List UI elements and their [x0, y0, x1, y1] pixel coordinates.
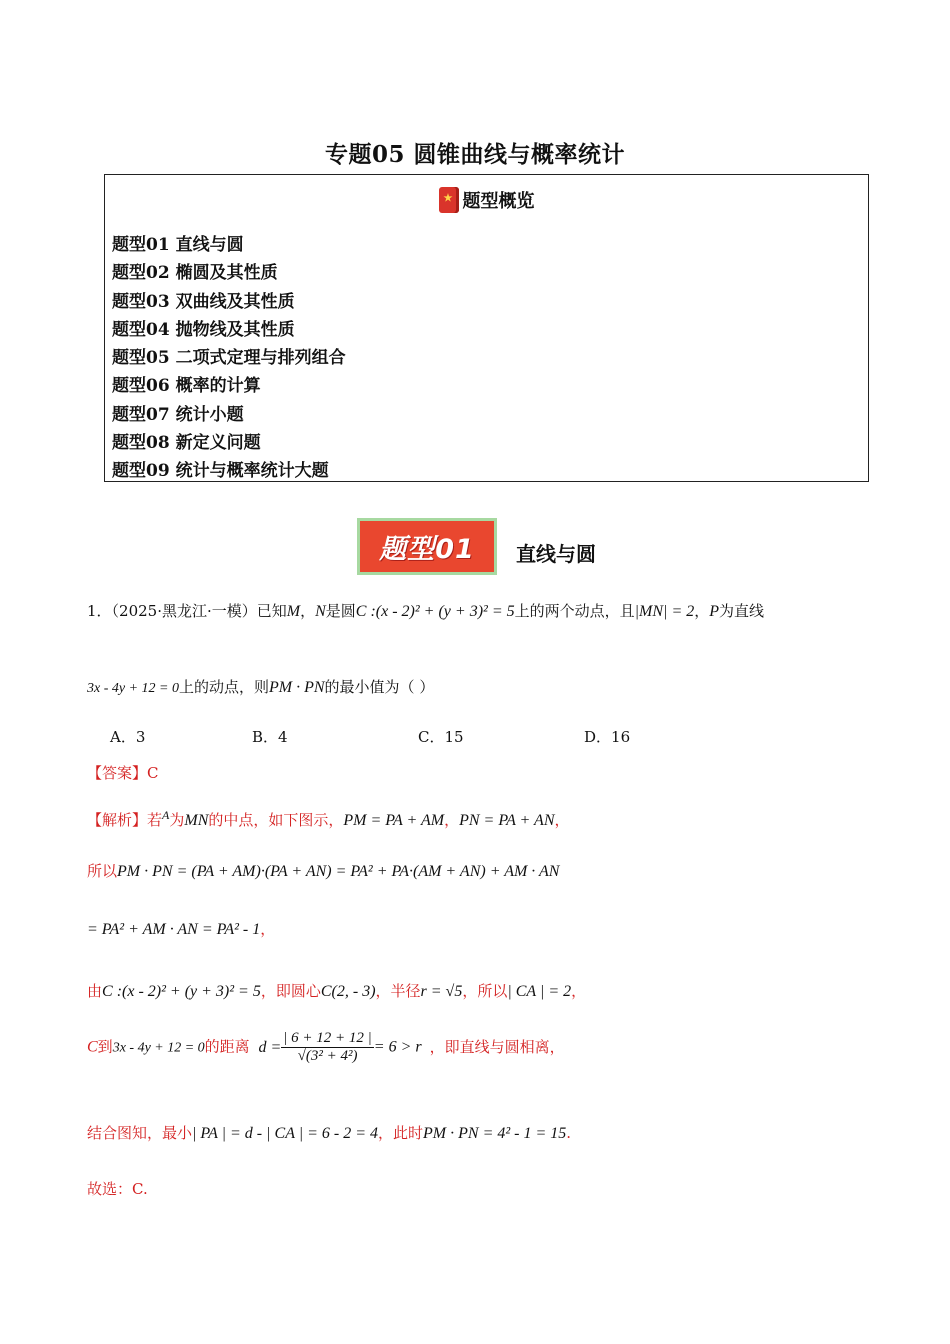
overview-item[interactable]: 题型04 抛物线及其性质	[112, 319, 295, 340]
math-c: C	[87, 1038, 98, 1056]
option-b[interactable]: B．4	[252, 728, 288, 746]
overview-item[interactable]: 题型08 新定义问题	[112, 433, 261, 454]
math-m: M	[286, 603, 301, 620]
math-pa: | PA | = d - | CA | = 6 - 2 = 4	[192, 1125, 379, 1142]
question-number: 1．	[87, 602, 112, 620]
math-ca: | CA | = 2	[507, 983, 572, 1000]
overview-box	[104, 174, 869, 482]
fraction-denominator: √(3² + 4²)	[297, 1048, 358, 1064]
book-icon: ★	[439, 187, 459, 213]
overview-list	[112, 231, 346, 486]
option-c[interactable]: C．15	[418, 728, 464, 746]
question-source: （2025·黑龙江·一模）已知	[111, 602, 287, 620]
option-a[interactable]: A．3	[110, 728, 146, 746]
analysis-line-3	[87, 918, 275, 939]
text-center: ，即圆心	[260, 982, 321, 1000]
text-radius: ，半径	[375, 982, 421, 1000]
math-line-eq: 3x - 4y + 12 = 0	[87, 681, 179, 696]
text-distance: 的距离	[204, 1037, 250, 1056]
text-line: 为直线	[719, 602, 765, 620]
overview-item[interactable]: 题型06 概率的计算	[112, 376, 261, 397]
analysis-line-1	[87, 808, 570, 830]
overview-heading-text: 题型概览	[462, 191, 535, 212]
analysis-line-2	[87, 860, 559, 881]
math-pm: PM = PA + AM	[343, 812, 445, 829]
analysis-label: 【解析】若	[87, 811, 163, 829]
analysis-line-5	[87, 1030, 565, 1065]
text-dao: 到	[97, 1037, 113, 1056]
analysis-line-6	[87, 1122, 571, 1143]
answer-label: 【答案】C	[87, 764, 159, 782]
page-title: 专题05 圆锥曲线与概率统计	[324, 141, 625, 168]
section-title: 直线与圆	[516, 542, 596, 566]
math-a: A	[162, 808, 170, 822]
math-dot: PM · PN	[269, 679, 325, 696]
text-tail: 的最小值为（ ）	[324, 678, 435, 696]
overview-item[interactable]: 题型05 二项式定理与排列组合	[112, 348, 346, 369]
distance-fraction	[281, 1030, 374, 1065]
question-line-2	[87, 676, 434, 697]
fraction-numerator: | 6 + 12 + 12 |	[283, 1030, 372, 1046]
overview-item[interactable]: 题型07 统计小题	[112, 404, 244, 425]
overview-item[interactable]: 题型01 直线与圆	[112, 235, 244, 255]
option-d[interactable]: D．16	[584, 728, 631, 746]
math-expansion: PM · PN = (PA + AM)·(PA + AN) = PA² + PA·(AM + AN) + AM · AN	[117, 863, 560, 880]
text-comma: ，	[571, 982, 587, 1000]
text-cishi: ，此时	[378, 1124, 424, 1142]
math-center: C(2, - 3)	[320, 983, 376, 1000]
math-line-eq: 3x - 4y + 12 = 0	[112, 1040, 205, 1056]
text-suoyi: 所以	[87, 862, 118, 880]
overview-heading	[105, 187, 868, 213]
math-mn: MN	[184, 812, 209, 829]
math-mn: |MN| = 2	[634, 603, 695, 620]
text-you: 由	[87, 982, 103, 1000]
math-p: P	[709, 603, 720, 620]
math-simplify: = PA² + AM · AN = PA² - 1	[87, 921, 261, 938]
analysis-line-4	[87, 980, 586, 1001]
text-comma: ，	[444, 811, 460, 829]
math-pn: PN = PA + AN	[459, 812, 555, 829]
text-comma: ，	[554, 811, 570, 829]
text-midpoint: 的中点，如下图示，	[208, 811, 344, 829]
text-combine: 结合图知，最小	[87, 1124, 193, 1142]
overview-item[interactable]: 题型02 椭圆及其性质	[112, 263, 278, 284]
text-suoyi: ，所以	[462, 982, 508, 1000]
overview-item[interactable]: 题型03 双曲线及其性质	[112, 291, 295, 312]
math-radius: r = √5	[420, 983, 463, 1000]
math-result: = 6 > r	[373, 1038, 422, 1056]
section-badge	[357, 518, 497, 575]
text-wei: 为	[169, 811, 185, 829]
overview-item[interactable]: 题型09 统计与概率统计大题	[112, 461, 329, 482]
text-moving: 上的两个动点，且	[514, 602, 635, 620]
text-comma: ，	[694, 602, 710, 620]
section-badge-text: 题型01	[357, 518, 497, 575]
math-circle-eq: C :(x - 2)² + (y + 3)² = 5	[102, 983, 261, 1000]
math-circle-eq: C :(x - 2)² + (y + 3)² = 5	[355, 603, 515, 620]
analysis-conclusion: 故选：C.	[87, 1180, 148, 1198]
math-d: d =	[258, 1038, 282, 1056]
math-n: N	[315, 603, 326, 620]
text-period: .	[566, 1124, 572, 1142]
text-line2: 上的动点，则	[178, 678, 269, 696]
text-comma: ，	[300, 602, 316, 620]
text-separate: ，即直线与圆相离，	[429, 1037, 565, 1056]
text-circle: 是圆	[325, 602, 356, 620]
question-line-1	[87, 600, 764, 621]
math-final: PM · PN = 4² - 1 = 15	[423, 1125, 567, 1142]
text-comma: ，	[260, 920, 276, 938]
